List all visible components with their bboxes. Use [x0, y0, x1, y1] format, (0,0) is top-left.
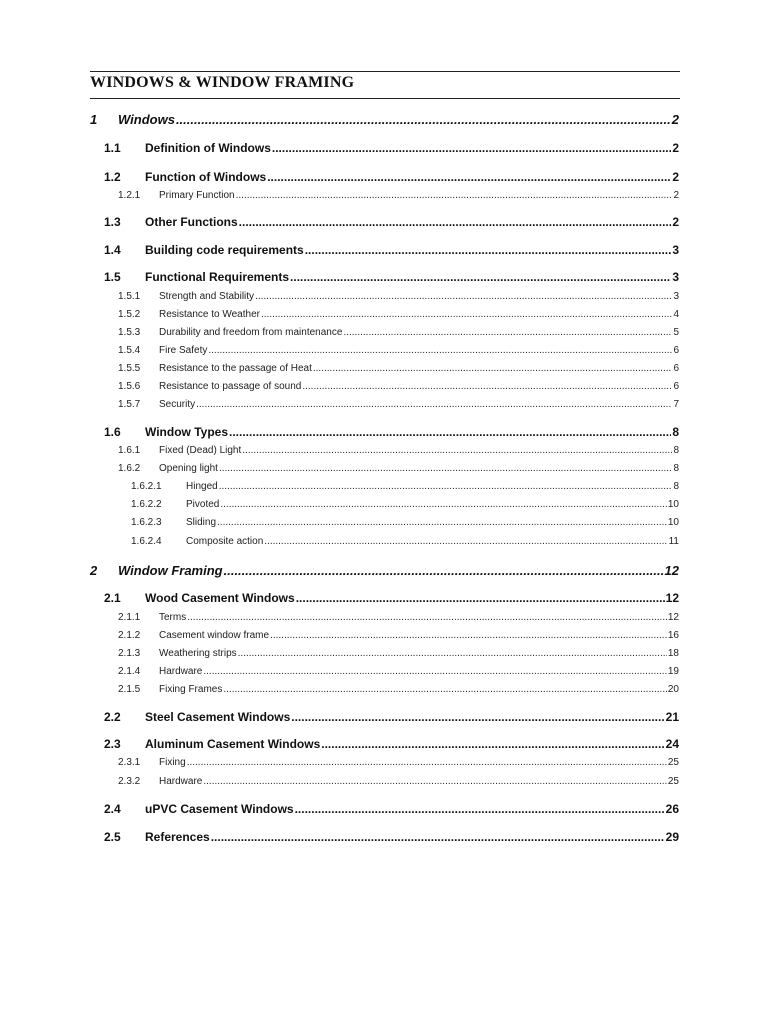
toc-entry-page: 8 — [673, 463, 679, 474]
toc-entry-title: Hardware — [159, 776, 203, 787]
document-title: WINDOWS & WINDOW FRAMING — [90, 74, 355, 91]
toc-entry[interactable] — [118, 381, 679, 392]
toc-entry-page: 12 — [665, 591, 679, 605]
toc-entry-number: 1.2 — [104, 170, 121, 184]
toc-dot-leader — [211, 830, 665, 844]
toc-dot-leader — [203, 666, 667, 677]
toc-entry-page: 6 — [673, 345, 679, 356]
toc-entry[interactable] — [104, 737, 679, 751]
toc-entry-title: Strength and Stability — [159, 291, 255, 302]
toc-entry-page: 2 — [671, 112, 679, 127]
toc-entry[interactable] — [118, 666, 679, 677]
toc-dot-leader — [261, 309, 672, 320]
toc-entry-number: 1.6.2 — [118, 463, 141, 474]
toc-entry-number: 1.5.2 — [118, 309, 141, 320]
toc-entry[interactable] — [104, 170, 679, 184]
toc-entry[interactable] — [104, 591, 679, 605]
toc-entry-number: 1.5.5 — [118, 363, 141, 374]
toc-dot-leader — [302, 381, 672, 392]
toc-entry-title: Building code requirements — [145, 243, 304, 257]
toc-entry[interactable] — [104, 802, 679, 816]
toc-dot-leader — [270, 630, 667, 641]
toc-entry-title: Resistance to the passage of Heat — [159, 363, 312, 374]
toc-entry-title: Window Framing — [118, 563, 223, 578]
toc-entry-page: 8 — [672, 425, 679, 439]
toc-dot-leader — [219, 463, 673, 474]
toc-entry[interactable] — [104, 830, 679, 844]
toc-entry-title: Resistance to Weather — [159, 309, 260, 320]
toc-entry-title: Sliding — [186, 517, 217, 528]
toc-entry[interactable] — [118, 463, 679, 474]
toc-dot-leader — [238, 648, 667, 659]
toc-dot-leader — [236, 190, 673, 201]
toc-entry-page: 4 — [673, 309, 679, 320]
toc-entry-page: 3 — [673, 291, 679, 302]
toc-entry-page: 26 — [665, 802, 679, 816]
toc-dot-leader — [208, 345, 672, 356]
toc-entry-title: Fixing Frames — [159, 684, 223, 695]
toc-entry[interactable] — [118, 445, 679, 456]
toc-entry-page: 11 — [668, 536, 679, 547]
toc-entry-page: 2 — [672, 170, 679, 184]
toc-entry-title: Resistance to passage of sound — [159, 381, 302, 392]
toc-dot-leader — [321, 737, 664, 751]
toc-dot-leader — [223, 684, 667, 695]
toc-entry-number: 1.5.3 — [118, 327, 141, 338]
toc-entry-number: 2.1 — [104, 591, 121, 605]
toc-entry[interactable] — [131, 499, 679, 510]
toc-dot-leader — [229, 425, 671, 439]
toc-entry-number: 1.6.2.4 — [131, 536, 162, 547]
toc-entry-title: Durability and freedom from maintenance — [159, 327, 343, 338]
toc-entry-page: 8 — [673, 445, 679, 456]
toc-entry[interactable] — [118, 399, 679, 410]
toc-entry[interactable] — [118, 363, 679, 374]
toc-entry-title: Functional Requirements — [145, 270, 290, 284]
toc-entry-number: 1.6.2.3 — [131, 517, 162, 528]
toc-entry-title: Primary Function — [159, 190, 235, 201]
toc-entry-title: Steel Casement Windows — [145, 710, 291, 724]
toc-entry[interactable] — [131, 517, 679, 528]
toc-entry-number: 2.1.4 — [118, 666, 141, 677]
toc-entry-page: 19 — [667, 666, 679, 677]
toc-entry-number: 1.2.1 — [118, 190, 141, 201]
toc-entry-page: 29 — [665, 830, 679, 844]
toc-entry[interactable] — [104, 425, 679, 439]
toc-dot-leader — [220, 499, 667, 510]
toc-entry-page: 7 — [673, 399, 679, 410]
toc-entry-page: 21 — [665, 710, 679, 724]
toc-entry-title: Casement window frame — [159, 630, 270, 641]
toc-entry[interactable] — [118, 612, 679, 623]
toc-entry-page: 2 — [672, 215, 679, 229]
toc-entry-title: Fire Safety — [159, 345, 208, 356]
toc-entry-number: 2.4 — [104, 802, 121, 816]
toc-dot-leader — [224, 563, 664, 578]
toc-entry[interactable] — [118, 309, 679, 320]
toc-entry-page: 3 — [672, 243, 679, 257]
toc-entry[interactable] — [131, 536, 679, 547]
toc-entry-number: 1.6 — [104, 425, 121, 439]
toc-entry-page: 18 — [667, 648, 679, 659]
toc-entry-title: Opening light — [159, 463, 218, 474]
toc-entry[interactable] — [118, 648, 679, 659]
toc-entry-number: 2.1.3 — [118, 648, 141, 659]
toc-entry-number: 1.4 — [104, 243, 121, 257]
toc-entry[interactable] — [104, 141, 679, 155]
toc-entry[interactable] — [90, 563, 679, 578]
toc-entry[interactable] — [104, 243, 679, 257]
toc-entry-title: Hardware — [159, 666, 203, 677]
toc-dot-leader — [217, 517, 667, 528]
toc-entry-number: 1 — [90, 112, 98, 127]
toc-dot-leader — [187, 757, 667, 768]
toc-entry-page: 3 — [672, 270, 679, 284]
toc-entry-number: 2.5 — [104, 830, 121, 844]
toc-entry-page: 25 — [667, 757, 679, 768]
toc-entry-number: 1.1 — [104, 141, 121, 155]
toc-entry-number: 2.1.1 — [118, 612, 141, 623]
toc-entry-title: Hinged — [186, 481, 218, 492]
toc-dot-leader — [343, 327, 672, 338]
toc-entry-page: 5 — [673, 327, 679, 338]
toc-entry-title: References — [145, 830, 210, 844]
toc-entry-title: Aluminum Casement Windows — [145, 737, 321, 751]
toc-entry-number: 2 — [90, 563, 98, 578]
toc-entry-number: 1.6.1 — [118, 445, 141, 456]
toc-entry[interactable] — [118, 757, 679, 768]
toc-dot-leader — [203, 776, 667, 787]
toc-entry-page: 20 — [667, 684, 679, 695]
toc-entry-page: 6 — [673, 363, 679, 374]
toc-entry-page: 10 — [667, 499, 679, 510]
toc-dot-leader — [255, 291, 672, 302]
toc-entry-number: 2.3 — [104, 737, 121, 751]
toc-entry-number: 1.5.6 — [118, 381, 141, 392]
toc-entry[interactable] — [118, 327, 679, 338]
toc-dot-leader — [239, 215, 672, 229]
toc-entry[interactable] — [118, 190, 679, 201]
toc-entry-title: Other Functions — [145, 215, 238, 229]
toc-entry-number: 2.2 — [104, 710, 121, 724]
toc-entry-number: 2.3.1 — [118, 757, 141, 768]
toc-entry-title: Definition of Windows — [145, 141, 271, 155]
toc-entry[interactable] — [104, 215, 679, 229]
toc-dot-leader — [291, 710, 664, 724]
toc-entry-number: 1.3 — [104, 215, 121, 229]
toc-entry-number: 1.6.2.2 — [131, 499, 162, 510]
toc-dot-leader — [196, 399, 672, 410]
toc-entry-number: 2.1.5 — [118, 684, 141, 695]
toc-entry-title: Weathering strips — [159, 648, 237, 659]
toc-dot-leader — [176, 112, 671, 127]
toc-entry[interactable] — [131, 481, 679, 492]
toc-entry-title: Function of Windows — [145, 170, 267, 184]
toc-entry[interactable] — [118, 630, 679, 641]
toc-entry-page: 25 — [667, 776, 679, 787]
toc-entry-number: 1.5.4 — [118, 345, 141, 356]
toc-entry-page: 6 — [673, 381, 679, 392]
toc-entry[interactable] — [104, 710, 679, 724]
toc-entry-page: 16 — [667, 630, 679, 641]
toc-entry-page: 12 — [667, 612, 679, 623]
toc-entry-number: 1.5.1 — [118, 291, 141, 302]
toc-entry-page: 10 — [667, 517, 679, 528]
toc-entry-number: 1.5.7 — [118, 399, 141, 410]
toc-entry[interactable] — [118, 684, 679, 695]
toc-entry[interactable] — [90, 112, 679, 127]
toc-entry[interactable] — [104, 270, 679, 284]
toc-entry-title: Fixed (Dead) Light — [159, 445, 242, 456]
toc-entry[interactable] — [118, 776, 679, 787]
toc-entry-page: 2 — [672, 141, 679, 155]
toc-entry-title: Window Types — [145, 425, 229, 439]
toc-entry-title: Terms — [159, 612, 187, 623]
toc-dot-leader — [305, 243, 672, 257]
toc-entry-number: 1.5 — [104, 270, 121, 284]
toc-entry-number: 2.3.2 — [118, 776, 141, 787]
toc-dot-leader — [290, 270, 671, 284]
toc-entry-title: Fixing — [159, 757, 186, 768]
toc-entry-page: 8 — [673, 481, 679, 492]
toc-dot-leader — [267, 170, 671, 184]
toc-entry-title: uPVC Casement Windows — [145, 802, 294, 816]
toc-entry[interactable] — [118, 345, 679, 356]
toc-entry-title: Pivoted — [186, 499, 220, 510]
toc-entry-number: 1.6.2.1 — [131, 481, 162, 492]
toc-dot-leader — [219, 481, 673, 492]
toc-dot-leader — [187, 612, 667, 623]
toc-entry-page: 24 — [665, 737, 679, 751]
toc-entry[interactable] — [118, 291, 679, 302]
toc-dot-leader — [242, 445, 672, 456]
toc-entry-title: Composite action — [186, 536, 264, 547]
toc-dot-leader — [295, 802, 665, 816]
toc-entry-title: Security — [159, 399, 196, 410]
toc-entry-page: 2 — [673, 190, 679, 201]
toc-entry-title: Wood Casement Windows — [145, 591, 295, 605]
toc-dot-leader — [296, 591, 665, 605]
toc-entry-number: 2.1.2 — [118, 630, 141, 641]
toc-dot-leader — [272, 141, 671, 155]
toc-dot-leader — [313, 363, 673, 374]
toc-dot-leader — [264, 536, 667, 547]
toc-entry-page: 12 — [664, 563, 679, 578]
toc-entry-title: Windows — [118, 112, 175, 127]
